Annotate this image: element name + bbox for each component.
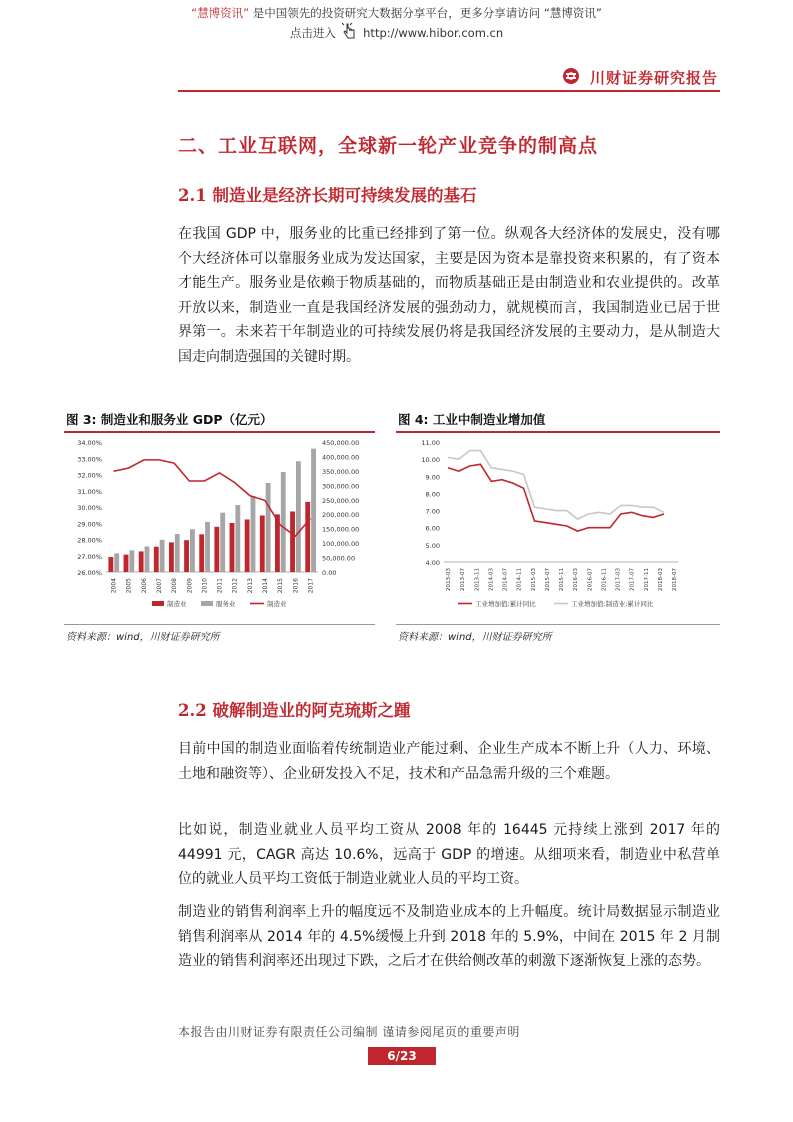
bar-manufacturing [169,542,174,572]
bar-manufacturing [305,502,310,572]
legend-swatch-services [201,601,213,606]
right-axis-tick: 200,000.00 [322,511,360,520]
legend-label-manufacturing: 制造业 [167,600,187,608]
bar-services [266,483,271,572]
figure-4-chart [396,434,720,624]
y-axis-tick: 5.00 [425,541,440,550]
left-axis-tick: 27.00% [77,552,102,561]
x-axis-tick: 2015-07 [544,568,551,591]
x-axis-tick: 2016 [292,578,300,594]
bar-services [190,529,195,572]
bar-manufacturing [199,534,204,572]
paragraph-2-1: 在我国 GDP 中，服务业的比重已经排到了第一位。纵观各大经济体的发展史，没有哪个大经济体可以靠服务业成为发达国家，主要是因为资本是靠投资来积累的，有了资本才能生产。服务业是依赖于物质基础的，而物质基础正是由制造业和农业提供的。改革开放以来，制造业一直是我国经济发展的强劲动力，就规模而言，我国制造业已居于世界第一。未来若干年制造业的可持续发展仍将是我国经济发展的主要动力，是从制造大国走向制造强国的关键时期。 [178,226,720,365]
y-axis-tick: 8.00 [425,490,440,499]
bar-services [114,553,119,572]
bar-services [311,449,316,572]
figure-4-title: 图 4: 工业中制造业增加值 [398,412,546,427]
y-axis-tick: 4.00 [425,559,440,567]
x-axis-tick: 2016-11 [601,568,608,591]
right-axis-tick: 400,000.00 [322,453,360,462]
subsection-title-2-2: 2.2 破解制造业的阿克琉斯之踵 [178,701,411,720]
y-axis-tick: 9.00 [425,473,440,482]
bar-services [205,522,210,572]
banner-brand-2[interactable]: “慧博资讯” [543,6,602,20]
top-banner [0,5,793,45]
report-brand: 川财证券研究报告 [589,69,718,87]
x-axis-tick: 2013-11 [474,568,481,591]
x-axis-tick: 2014-07 [502,568,509,591]
bar-services [251,496,256,572]
left-axis-tick: 26.00% [77,569,102,577]
paragraph-2-2-a: 目前中国的制造业面临着传统制造业产能过剩、企业生产成本不断上升（人力、环境、土地和融资等）、企业研发投入不足，技术和产品急需升级的三个难题。 [178,741,720,782]
banner-link-line[interactable] [0,22,793,45]
x-axis-tick: 2016-07 [587,568,594,591]
x-axis-tick: 2010 [201,578,209,594]
legend-label-manufacturing: 工业增加值:制造业:累计同比 [571,600,654,608]
right-axis-tick: 250,000.00 [322,496,360,505]
left-axis-tick: 28.00% [77,536,102,545]
bar-manufacturing [154,547,159,572]
x-axis-tick: 2015-03 [530,568,537,591]
bar-services [129,550,134,572]
paragraph-2-2-b: 比如说，制造业就业人员平均工资从 2008 年的 16445 元持续上涨到 2017 年的 44991 元，CAGR 高达 10.6%，远高于 GDP 的增速。从细项来看，制造业中私营单位的就业人员平均工资低于制造业就业人员的平均工资。 [178,822,720,887]
bar-services [235,505,240,572]
bar-manufacturing [290,511,295,572]
bar-services [175,534,180,572]
x-axis-tick: 2014 [262,578,269,594]
legend-label-share: 制造业 [267,600,287,608]
report-header [178,62,720,92]
page-number: 6/23 [368,1047,436,1065]
footer-disclaimer: 本报告由川财证券有限责任公司编制 谨请参阅尾页的重要声明 [178,1025,520,1039]
x-axis-tick: 2017-03 [615,568,622,591]
section-title: 二、工业互联网，全球新一轮产业竞争的制高点 [178,135,599,157]
figure-3-chart [64,434,380,624]
company-logo-icon [562,67,580,89]
bar-manufacturing [230,523,235,572]
figure-3-rule [64,431,375,433]
bar-services [145,546,150,572]
left-axis-tick: 31.00% [77,487,102,496]
right-axis-tick: 0.00 [322,569,337,577]
x-axis-tick: 2017-11 [643,568,650,591]
legend-label-industrial: 工业增加值:累计同比 [475,600,536,608]
hand-cursor-icon [342,22,356,45]
figure-4-source: 资料来源：wind，川财证券研究所 [398,632,552,643]
right-axis-tick: 350,000.00 [322,467,360,476]
x-axis-tick: 2018-07 [672,568,678,591]
left-axis-tick: 30.00% [77,504,102,512]
banner-text: 是中国领先的投资研究大数据分享平台，更多分享请访问 [252,6,541,20]
x-axis-tick: 2008 [171,578,179,594]
figure-4-rule [396,431,720,433]
x-axis-tick: 2005 [125,578,133,594]
x-axis-tick: 2011 [216,578,224,594]
right-axis-tick: 100,000.00 [322,540,360,549]
y-axis-tick: 7.00 [425,507,440,516]
x-axis-tick: 2007 [156,578,163,594]
x-axis-tick: 2009 [186,578,194,594]
y-axis-tick: 6.00 [425,524,440,533]
x-axis-tick: 2017-07 [629,568,636,591]
right-axis-tick: 300,000.00 [322,482,360,491]
figure-3-title: 图 3: 制造业和服务业 GDP（亿元） [66,412,273,427]
paragraph-2-2-c: 制造业的销售利润率上升的幅度远不及制造业成本的上升幅度。统计局数据显示制造业销售利润率从 2014 年的 4.5%缓慢上升到 2018 年的 5.9%，中间在 2015 年 2 月制造业的销售利润率还出现过下跌，之后才在供给侧改革的刺激下逐渐恢复上涨的态势。 [178,904,720,969]
x-axis-tick: 2013 [246,578,254,594]
right-axis-tick: 450,000.00 [322,439,360,447]
x-axis-tick: 2014-11 [516,568,523,591]
bar-services [281,472,286,572]
left-axis-tick: 29.00% [77,520,102,529]
subsection-title-2-1: 2.1 制造业是经济长期可持续发展的基石 [178,186,477,205]
x-axis-tick: 2013-07 [460,568,467,591]
bar-manufacturing [214,527,219,572]
x-axis-tick: 2012 [231,578,239,594]
left-axis-tick: 33.00% [77,455,102,464]
x-axis-tick: 2015-11 [559,568,565,591]
bar-manufacturing [245,519,250,572]
x-axis-tick: 2016-03 [573,568,580,591]
right-axis-tick: 150,000.00 [322,525,360,534]
banner-brand[interactable]: “慧博资讯” [191,6,250,20]
left-axis-tick: 34.00% [77,439,102,447]
figure-3-bottom-rule [64,624,375,625]
figure-3-source: 资料来源：wind，川财证券研究所 [66,632,220,643]
x-axis-tick: 2014-03 [488,568,495,591]
left-axis-tick: 32.00% [77,471,102,480]
x-axis-tick: 2004 [110,578,118,594]
figure-4-bottom-rule [396,624,720,625]
bar-services [160,540,165,572]
banner-click-text[interactable]: 点击进入 [289,26,336,40]
line-industrial-added-value [448,464,664,531]
y-axis-tick: 11.00 [421,439,440,447]
bar-manufacturing [260,515,265,572]
bar-services [220,513,225,572]
bar-manufacturing [184,540,189,572]
x-axis-tick: 2018-03 [657,568,664,591]
right-axis-tick: 50,000.00 [322,554,356,563]
bar-manufacturing [139,551,144,572]
legend-swatch-manufacturing [152,601,164,606]
x-axis-tick: 2006 [140,578,148,594]
line-manufacturing-added-value [448,451,664,520]
bar-services [296,461,301,572]
legend-label-services: 服务业 [216,600,236,608]
x-axis-tick: 2013-03 [446,568,452,591]
banner-url[interactable]: http://www.hibor.com.cn [363,26,504,40]
bar-manufacturing [108,557,113,572]
x-axis-tick: 2015 [277,578,285,594]
y-axis-tick: 10.00 [421,456,440,465]
bar-manufacturing [124,555,129,572]
x-axis-tick: 2017 [307,578,315,594]
